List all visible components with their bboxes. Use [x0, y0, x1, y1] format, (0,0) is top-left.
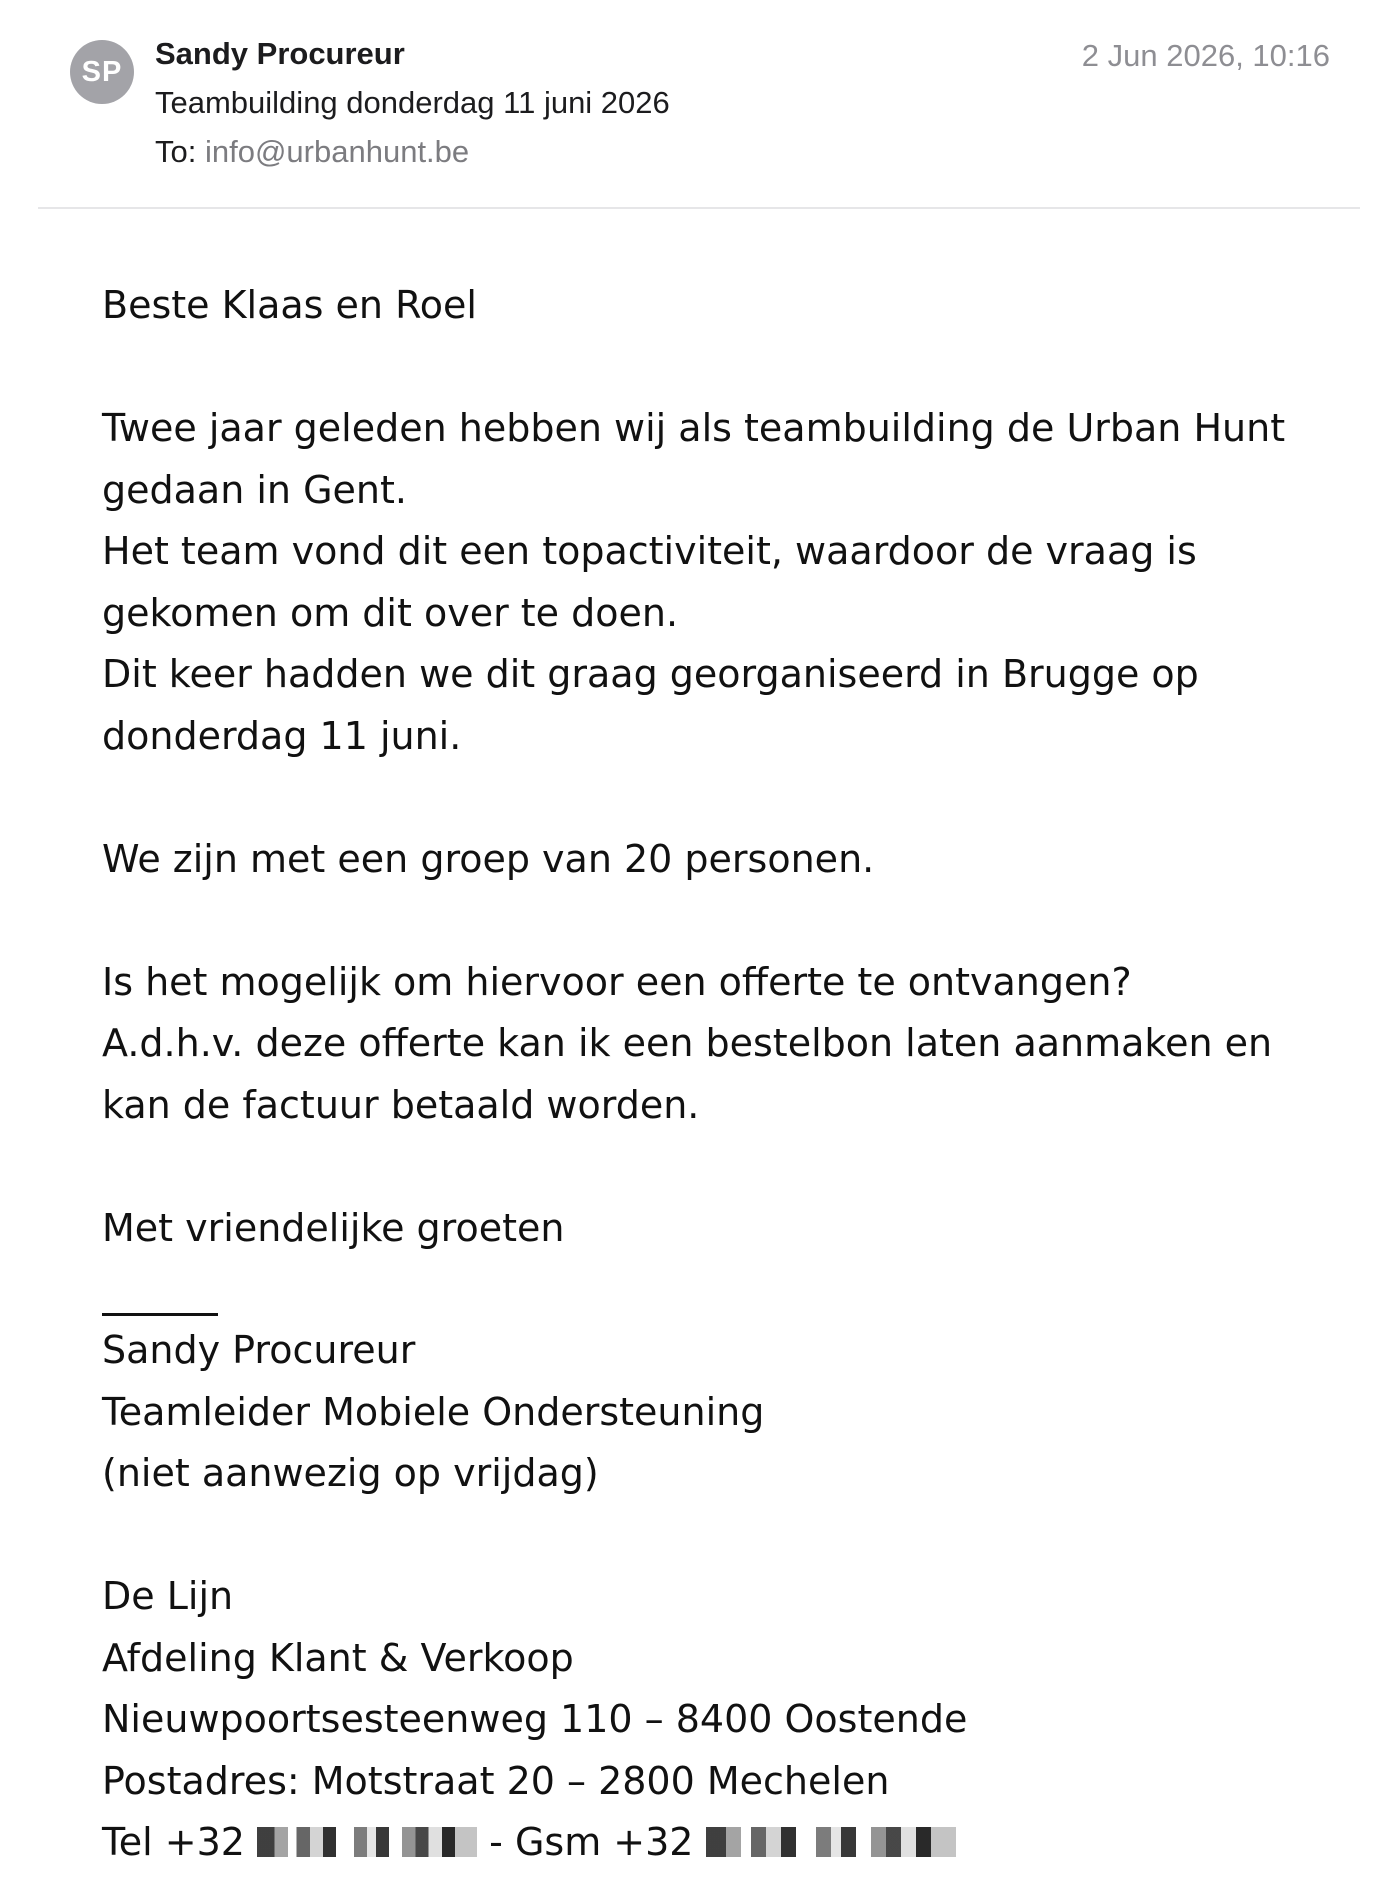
body-line: Dit keer hadden we dit graag georganiseerd in Brugge op — [102, 652, 1199, 696]
signature-company: De Lijn — [102, 1574, 234, 1618]
paragraph-gap — [102, 1505, 1342, 1567]
body-line: kan de factuur betaald worden. — [102, 1082, 700, 1127]
email-body — [102, 275, 1342, 1874]
body-line: We zijn met een groep van 20 personen. — [102, 836, 875, 881]
signature-postal-address: Postadres: Motstraat 20 – 2800 Mechelen — [102, 1758, 890, 1803]
body-line: gedaan in Gent. — [102, 467, 407, 512]
signature-note: (niet aanwezig op vrijdag) — [102, 1451, 599, 1495]
body-line: Het team vond dit een topactiviteit, waardoor de vraag is — [102, 529, 1197, 573]
sender-avatar[interactable]: SP — [70, 40, 134, 104]
paragraph-gap — [102, 1136, 1342, 1198]
greeting: Beste Klaas en Roel — [102, 283, 477, 327]
body-line: Is het mogelijk om hiervoor een offerte te ontvangen? — [102, 959, 1132, 1004]
paragraph-gap — [102, 890, 1342, 952]
body-line: Twee jaar geleden hebben wij als teambuilding de Urban Hunt — [102, 406, 1286, 450]
signature-address: Nieuwpoortsesteenweg 110 – 8400 Oostende — [102, 1697, 968, 1741]
email-subject: Teambuilding donderdag 11 juni 2026 — [155, 85, 670, 120]
signature-separator — [102, 1313, 218, 1316]
recipient-line — [155, 134, 469, 170]
body-line: donderdag 11 juni. — [102, 713, 462, 758]
tel-label: Tel +32 — [102, 1820, 245, 1864]
signature-department: Afdeling Klant & Verkoop — [102, 1635, 574, 1680]
paragraph-gap — [102, 767, 1342, 829]
to-label: To: — [155, 134, 197, 169]
signature-role: Teamleider Mobiele Ondersteuning — [102, 1389, 765, 1434]
gsm-label: - Gsm +32 — [489, 1820, 694, 1864]
paragraph-gap — [102, 337, 1342, 399]
header-divider — [38, 207, 1360, 209]
closing: Met vriendelijke groeten — [102, 1205, 565, 1250]
recipient-address[interactable]: info@urbanhunt.be — [204, 134, 470, 169]
email-header — [0, 0, 1400, 208]
redacted-mobile-number — [706, 1827, 956, 1857]
body-line: A.d.h.v. deze offerte kan ik een bestelbon laten aanmaken en — [102, 1021, 1273, 1065]
email-date: 2 Jun 2026, 10:16 — [1081, 38, 1330, 73]
body-line: gekomen om dit over te doen. — [102, 590, 679, 635]
signature-phone-line — [102, 1812, 1342, 1874]
signature-name: Sandy Procureur — [102, 1328, 416, 1372]
redacted-phone-number — [257, 1827, 477, 1857]
sender-name[interactable]: Sandy Procureur — [155, 36, 405, 71]
